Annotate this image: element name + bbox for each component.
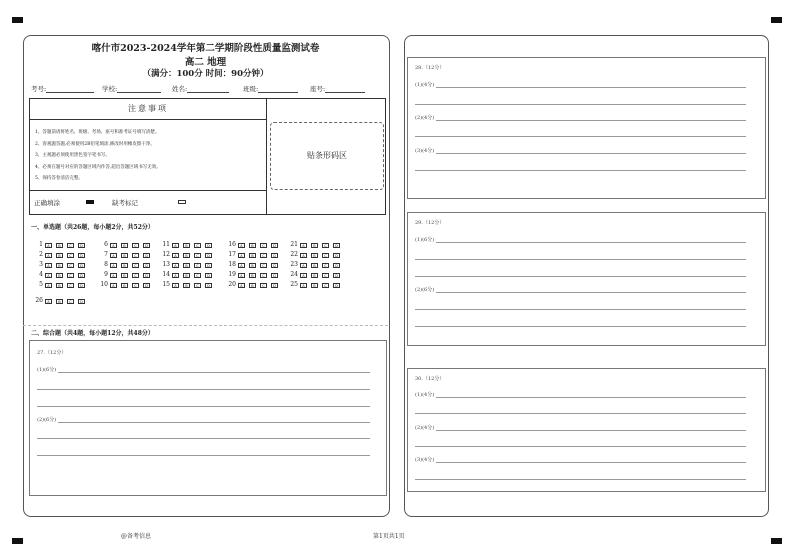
mcq-question-number: 2 <box>39 251 43 258</box>
barcode-area: 贴条形码区 <box>270 122 384 190</box>
mcq-option-bubble[interactable]: D <box>143 253 150 258</box>
mcq-option-bubble[interactable]: D <box>271 253 278 258</box>
mcq-option-bubble[interactable]: C <box>132 253 139 258</box>
mcq-option-bubble[interactable]: C <box>194 283 201 288</box>
question-28-head: 28.（12分） <box>415 65 445 71</box>
mcq-question-number: 26 <box>35 297 43 304</box>
answer-line <box>436 153 746 154</box>
question-30-part-3: (3)(4分) <box>415 457 435 463</box>
mcq-option-bubble[interactable]: B <box>311 263 318 268</box>
mcq-option-bubble[interactable]: C <box>260 283 267 288</box>
answer-line <box>436 120 746 121</box>
mcq-option-bubble[interactable]: C <box>67 263 74 268</box>
mcq-question-number: 5 <box>39 281 43 288</box>
mcq-option-bubble[interactable]: A <box>300 263 307 268</box>
question-30-part-1: (1)(4分) <box>415 392 435 398</box>
question-30-head: 30.（12分） <box>415 376 445 382</box>
mcq-option-bubble[interactable]: C <box>67 283 74 288</box>
mcq-option-bubble[interactable]: A <box>110 273 117 278</box>
field-line[interactable] <box>117 92 161 93</box>
field-label: 学校: <box>102 85 118 93</box>
page-number: 第1页共1页 <box>373 533 405 540</box>
field-class <box>243 84 298 93</box>
answer-line <box>37 455 370 456</box>
correct-fill-label: 正确填涂 <box>34 199 60 207</box>
exam-subject: 高二 地理 <box>184 57 227 68</box>
mcq-option-bubble[interactable]: C <box>132 273 139 278</box>
mcq-option-bubble[interactable]: B <box>183 263 190 268</box>
question-27-part-2: (2)(6分) <box>37 417 57 423</box>
mcq-option-bubble[interactable]: B <box>56 263 63 268</box>
field-label: 班级: <box>243 85 259 93</box>
mcq-question-number: 21 <box>290 241 298 248</box>
mcq-option-bubble[interactable]: A <box>45 243 52 248</box>
mcq-option-bubble[interactable]: A <box>172 243 179 248</box>
mcq-option-bubble[interactable]: A <box>300 283 307 288</box>
notice-item: 2、客观题答题,必须使用2B铅笔填涂,修改时用橡皮擦干净。 <box>35 141 155 147</box>
mcq-question-number: 23 <box>290 261 298 268</box>
mcq-option-bubble[interactable]: A <box>45 273 52 278</box>
mcq-question-number: 17 <box>228 251 236 258</box>
mcq-option-bubble[interactable]: D <box>143 273 150 278</box>
mcq-question-number: 18 <box>228 261 236 268</box>
mcq-option-bubble[interactable]: C <box>322 273 329 278</box>
mcq-question-number: 3 <box>39 261 43 268</box>
mcq-option-bubble[interactable]: D <box>271 263 278 268</box>
mcq-option-bubble[interactable]: A <box>110 283 117 288</box>
answer-line <box>415 479 746 480</box>
field-line[interactable] <box>187 92 229 93</box>
mcq-option-bubble[interactable]: D <box>205 263 212 268</box>
mcq-question-number: 6 <box>104 241 108 248</box>
mcq-question-number: 15 <box>162 281 170 288</box>
mcq-option-bubble[interactable]: C <box>132 263 139 268</box>
mcq-option-bubble[interactable]: A <box>238 243 245 248</box>
mcq-option-bubble[interactable]: D <box>205 243 212 248</box>
field-line[interactable] <box>325 92 365 93</box>
mcq-question-number: 7 <box>104 251 108 258</box>
answer-line <box>436 292 746 293</box>
answer-line <box>415 276 746 277</box>
mcq-option-bubble[interactable]: A <box>172 253 179 258</box>
mcq-option-bubble[interactable]: C <box>322 253 329 258</box>
mcq-option-bubble[interactable]: B <box>249 263 256 268</box>
mcq-option-bubble[interactable]: A <box>300 243 307 248</box>
mcq-option-bubble[interactable]: D <box>271 243 278 248</box>
mcq-option-bubble[interactable]: B <box>56 243 63 248</box>
mcq-question-number: 12 <box>162 251 170 258</box>
mcq-option-bubble[interactable]: B <box>311 273 318 278</box>
footer-info: @备考信息 <box>121 533 152 540</box>
question-29-head: 29.（12分） <box>415 220 445 226</box>
mcq-option-bubble[interactable]: D <box>205 283 212 288</box>
mcq-question-number: 16 <box>228 241 236 248</box>
mcq-option-bubble[interactable]: B <box>183 283 190 288</box>
notice-heading: 注意事项 <box>30 99 266 120</box>
mcq-question-number: 20 <box>228 281 236 288</box>
mcq-option-bubble[interactable]: A <box>172 263 179 268</box>
registration-mark-top-left <box>12 17 23 23</box>
mcq-option-bubble[interactable]: D <box>271 283 278 288</box>
mcq-option-bubble[interactable]: A <box>45 253 52 258</box>
notice-list <box>35 127 161 185</box>
mcq-question-number: 24 <box>290 271 298 278</box>
question-28-box[interactable] <box>407 57 766 199</box>
mcq-option-bubble[interactable]: A <box>238 273 245 278</box>
exam-title: 喀什市2023-2024学年第二学期阶段性质量监测试卷 <box>91 43 320 54</box>
mcq-question-number: 11 <box>162 241 170 248</box>
notice-item: 3、主观题必须使用黑色签字笔书写。 <box>35 153 110 158</box>
question-28-part-1: (1)(4分) <box>415 82 435 88</box>
mcq-option-bubble[interactable]: C <box>260 253 267 258</box>
notice-item: 5、保持答卷清洁完整。 <box>35 176 83 181</box>
field-exam-number <box>31 84 94 93</box>
registration-mark-top-right <box>771 17 782 23</box>
mcq-question-number: 22 <box>290 251 298 258</box>
mcq-option-bubble[interactable]: A <box>172 273 179 278</box>
mcq-question-number: 10 <box>100 281 108 288</box>
answer-line <box>436 397 746 398</box>
mcq-question-number: 4 <box>39 271 43 278</box>
mcq-question-number: 25 <box>290 281 298 288</box>
question-28-part-2: (2)(4分) <box>415 115 435 121</box>
answer-line <box>415 446 746 447</box>
mcq-option-bubble[interactable]: B <box>183 253 190 258</box>
mcq-option-bubble[interactable]: A <box>238 253 245 258</box>
mcq-option-bubble[interactable]: D <box>143 263 150 268</box>
question-29-part-2: (2)(6分) <box>415 287 435 293</box>
mcq-option-bubble[interactable]: D <box>271 273 278 278</box>
mcq-option-bubble[interactable]: C <box>132 283 139 288</box>
mcq-question-number: 8 <box>104 261 108 268</box>
mcq-option-bubble[interactable]: A <box>172 283 179 288</box>
answer-line <box>58 372 370 373</box>
mcq-option-bubble[interactable]: C <box>67 299 74 304</box>
field-line[interactable] <box>258 92 298 93</box>
mcq-option-bubble[interactable]: D <box>78 273 85 278</box>
mcq-option-bubble[interactable]: D <box>333 283 340 288</box>
field-name <box>172 84 229 93</box>
mcq-option-bubble[interactable]: B <box>56 299 63 304</box>
registration-mark-bottom-left <box>12 538 23 544</box>
registration-mark-bottom-right <box>771 538 782 544</box>
mcq-option-bubble[interactable]: A <box>238 263 245 268</box>
mcq-question-number: 14 <box>162 271 170 278</box>
mcq-option-bubble[interactable]: B <box>183 243 190 248</box>
field-line[interactable] <box>46 92 94 93</box>
mcq-option-bubble[interactable]: B <box>249 273 256 278</box>
answer-line <box>37 389 370 390</box>
mcq-option-bubble[interactable]: C <box>67 243 74 248</box>
mcq-option-bubble[interactable]: C <box>67 253 74 258</box>
notice-item: 4、必须在题号对应的答题区域内作答,超出答题区域书写无效。 <box>35 164 161 170</box>
mcq-question-number: 9 <box>104 271 108 278</box>
mcq-option-bubble[interactable]: D <box>78 283 85 288</box>
answer-line <box>415 309 746 310</box>
answer-line <box>415 136 746 137</box>
mcq-option-bubble[interactable]: B <box>56 283 63 288</box>
mcq-option-bubble[interactable]: B <box>249 243 256 248</box>
answer-line <box>415 170 746 171</box>
mcq-option-bubble[interactable]: A <box>110 263 117 268</box>
mcq-option-bubble[interactable]: A <box>45 299 52 304</box>
field-school <box>102 84 161 93</box>
mcq-option-bubble[interactable]: B <box>311 243 318 248</box>
mcq-option-bubble[interactable]: A <box>238 283 245 288</box>
mcq-option-bubble[interactable]: B <box>249 283 256 288</box>
mcq-option-bubble[interactable]: A <box>110 243 117 248</box>
answer-line <box>436 242 746 243</box>
mcq-option-bubble[interactable]: C <box>260 273 267 278</box>
mcq-option-bubble[interactable]: C <box>194 273 201 278</box>
mcq-question-number: 19 <box>228 271 236 278</box>
answer-line <box>415 413 746 414</box>
answer-line <box>58 422 370 423</box>
answer-line <box>415 259 746 260</box>
question-29-part-1: (1)(6分) <box>415 237 435 243</box>
mcq-option-bubble[interactable]: B <box>311 283 318 288</box>
question-27-box[interactable] <box>29 340 387 496</box>
absent-checkbox[interactable] <box>178 200 186 204</box>
answer-line <box>415 326 746 327</box>
mcq-option-bubble[interactable]: D <box>78 253 85 258</box>
answer-line <box>37 406 370 407</box>
answer-line <box>436 87 746 88</box>
mcq-option-bubble[interactable]: C <box>260 263 267 268</box>
question-30-part-2: (2)(4分) <box>415 425 435 431</box>
mcq-option-bubble[interactable]: C <box>194 253 201 258</box>
field-label: 姓名: <box>172 85 188 93</box>
question-28-part-3: (3)(4分) <box>415 148 435 154</box>
mcq-option-bubble[interactable]: D <box>333 273 340 278</box>
mcq-option-bubble[interactable]: C <box>194 243 201 248</box>
mcq-option-bubble[interactable]: C <box>260 243 267 248</box>
mcq-option-bubble[interactable]: C <box>67 273 74 278</box>
notice-box <box>29 98 386 215</box>
mcq-option-bubble[interactable]: A <box>300 253 307 258</box>
section-divider <box>23 325 388 326</box>
answer-line <box>37 438 370 439</box>
question-27-part-1: (1)(6分) <box>37 367 57 373</box>
mcq-option-bubble[interactable]: B <box>311 253 318 258</box>
mcq-option-bubble[interactable]: D <box>333 243 340 248</box>
mcq-option-bubble[interactable]: D <box>333 263 340 268</box>
section1-title: 一、单选题（共26题，每小题2分，共52分） <box>31 224 154 231</box>
mcq-option-bubble[interactable]: A <box>45 263 52 268</box>
mcq-option-bubble[interactable]: D <box>78 243 85 248</box>
mcq-option-bubble[interactable]: A <box>300 273 307 278</box>
mcq-option-bubble[interactable]: B <box>121 253 128 258</box>
mcq-option-bubble[interactable]: B <box>121 243 128 248</box>
mcq-option-bubble[interactable]: B <box>121 273 128 278</box>
answer-line <box>415 104 746 105</box>
mcq-option-bubble[interactable]: C <box>194 263 201 268</box>
mcq-option-bubble[interactable]: D <box>78 299 85 304</box>
mcq-option-bubble[interactable]: D <box>205 273 212 278</box>
mcq-option-bubble[interactable]: B <box>56 253 63 258</box>
mcq-question-number: 1 <box>39 241 43 248</box>
answer-line <box>436 430 746 431</box>
section2-title: 二、综合题（共4题，每小题12分，共48分） <box>31 330 154 337</box>
correct-fill-sample-icon <box>86 200 94 204</box>
mcq-option-bubble[interactable]: B <box>121 283 128 288</box>
mcq-option-bubble[interactable]: D <box>205 253 212 258</box>
field-seat <box>310 84 365 93</box>
fill-sample-row <box>30 190 266 215</box>
mcq-option-bubble[interactable]: B <box>56 273 63 278</box>
mcq-option-bubble[interactable]: B <box>249 253 256 258</box>
mcq-option-bubble[interactable]: D <box>143 283 150 288</box>
field-label: 考号: <box>31 85 47 93</box>
mcq-option-bubble[interactable]: D <box>78 263 85 268</box>
mcq-option-bubble[interactable]: C <box>322 283 329 288</box>
mcq-option-bubble[interactable]: D <box>143 243 150 248</box>
mcq-option-bubble[interactable]: B <box>121 263 128 268</box>
answer-line <box>436 462 746 463</box>
exam-score-line: （满分：100分 时间：90分钟） <box>142 69 269 79</box>
absent-label: 缺考标记 <box>112 199 138 207</box>
notice-item: 1、答题前请将姓名、班级、考场、座号和准考证号填写清楚。 <box>35 130 160 135</box>
mcq-question-number: 13 <box>162 261 170 268</box>
mcq-option-bubble[interactable]: A <box>45 283 52 288</box>
mcq-option-bubble[interactable]: A <box>110 253 117 258</box>
mcq-option-bubble[interactable]: C <box>322 263 329 268</box>
question-27-head: 27.（12分） <box>37 350 67 356</box>
field-label: 座号: <box>310 85 326 93</box>
mcq-option-bubble[interactable]: D <box>333 253 340 258</box>
mcq-option-bubble[interactable]: B <box>183 273 190 278</box>
mcq-option-bubble[interactable]: C <box>322 243 329 248</box>
mcq-option-bubble[interactable]: C <box>132 243 139 248</box>
